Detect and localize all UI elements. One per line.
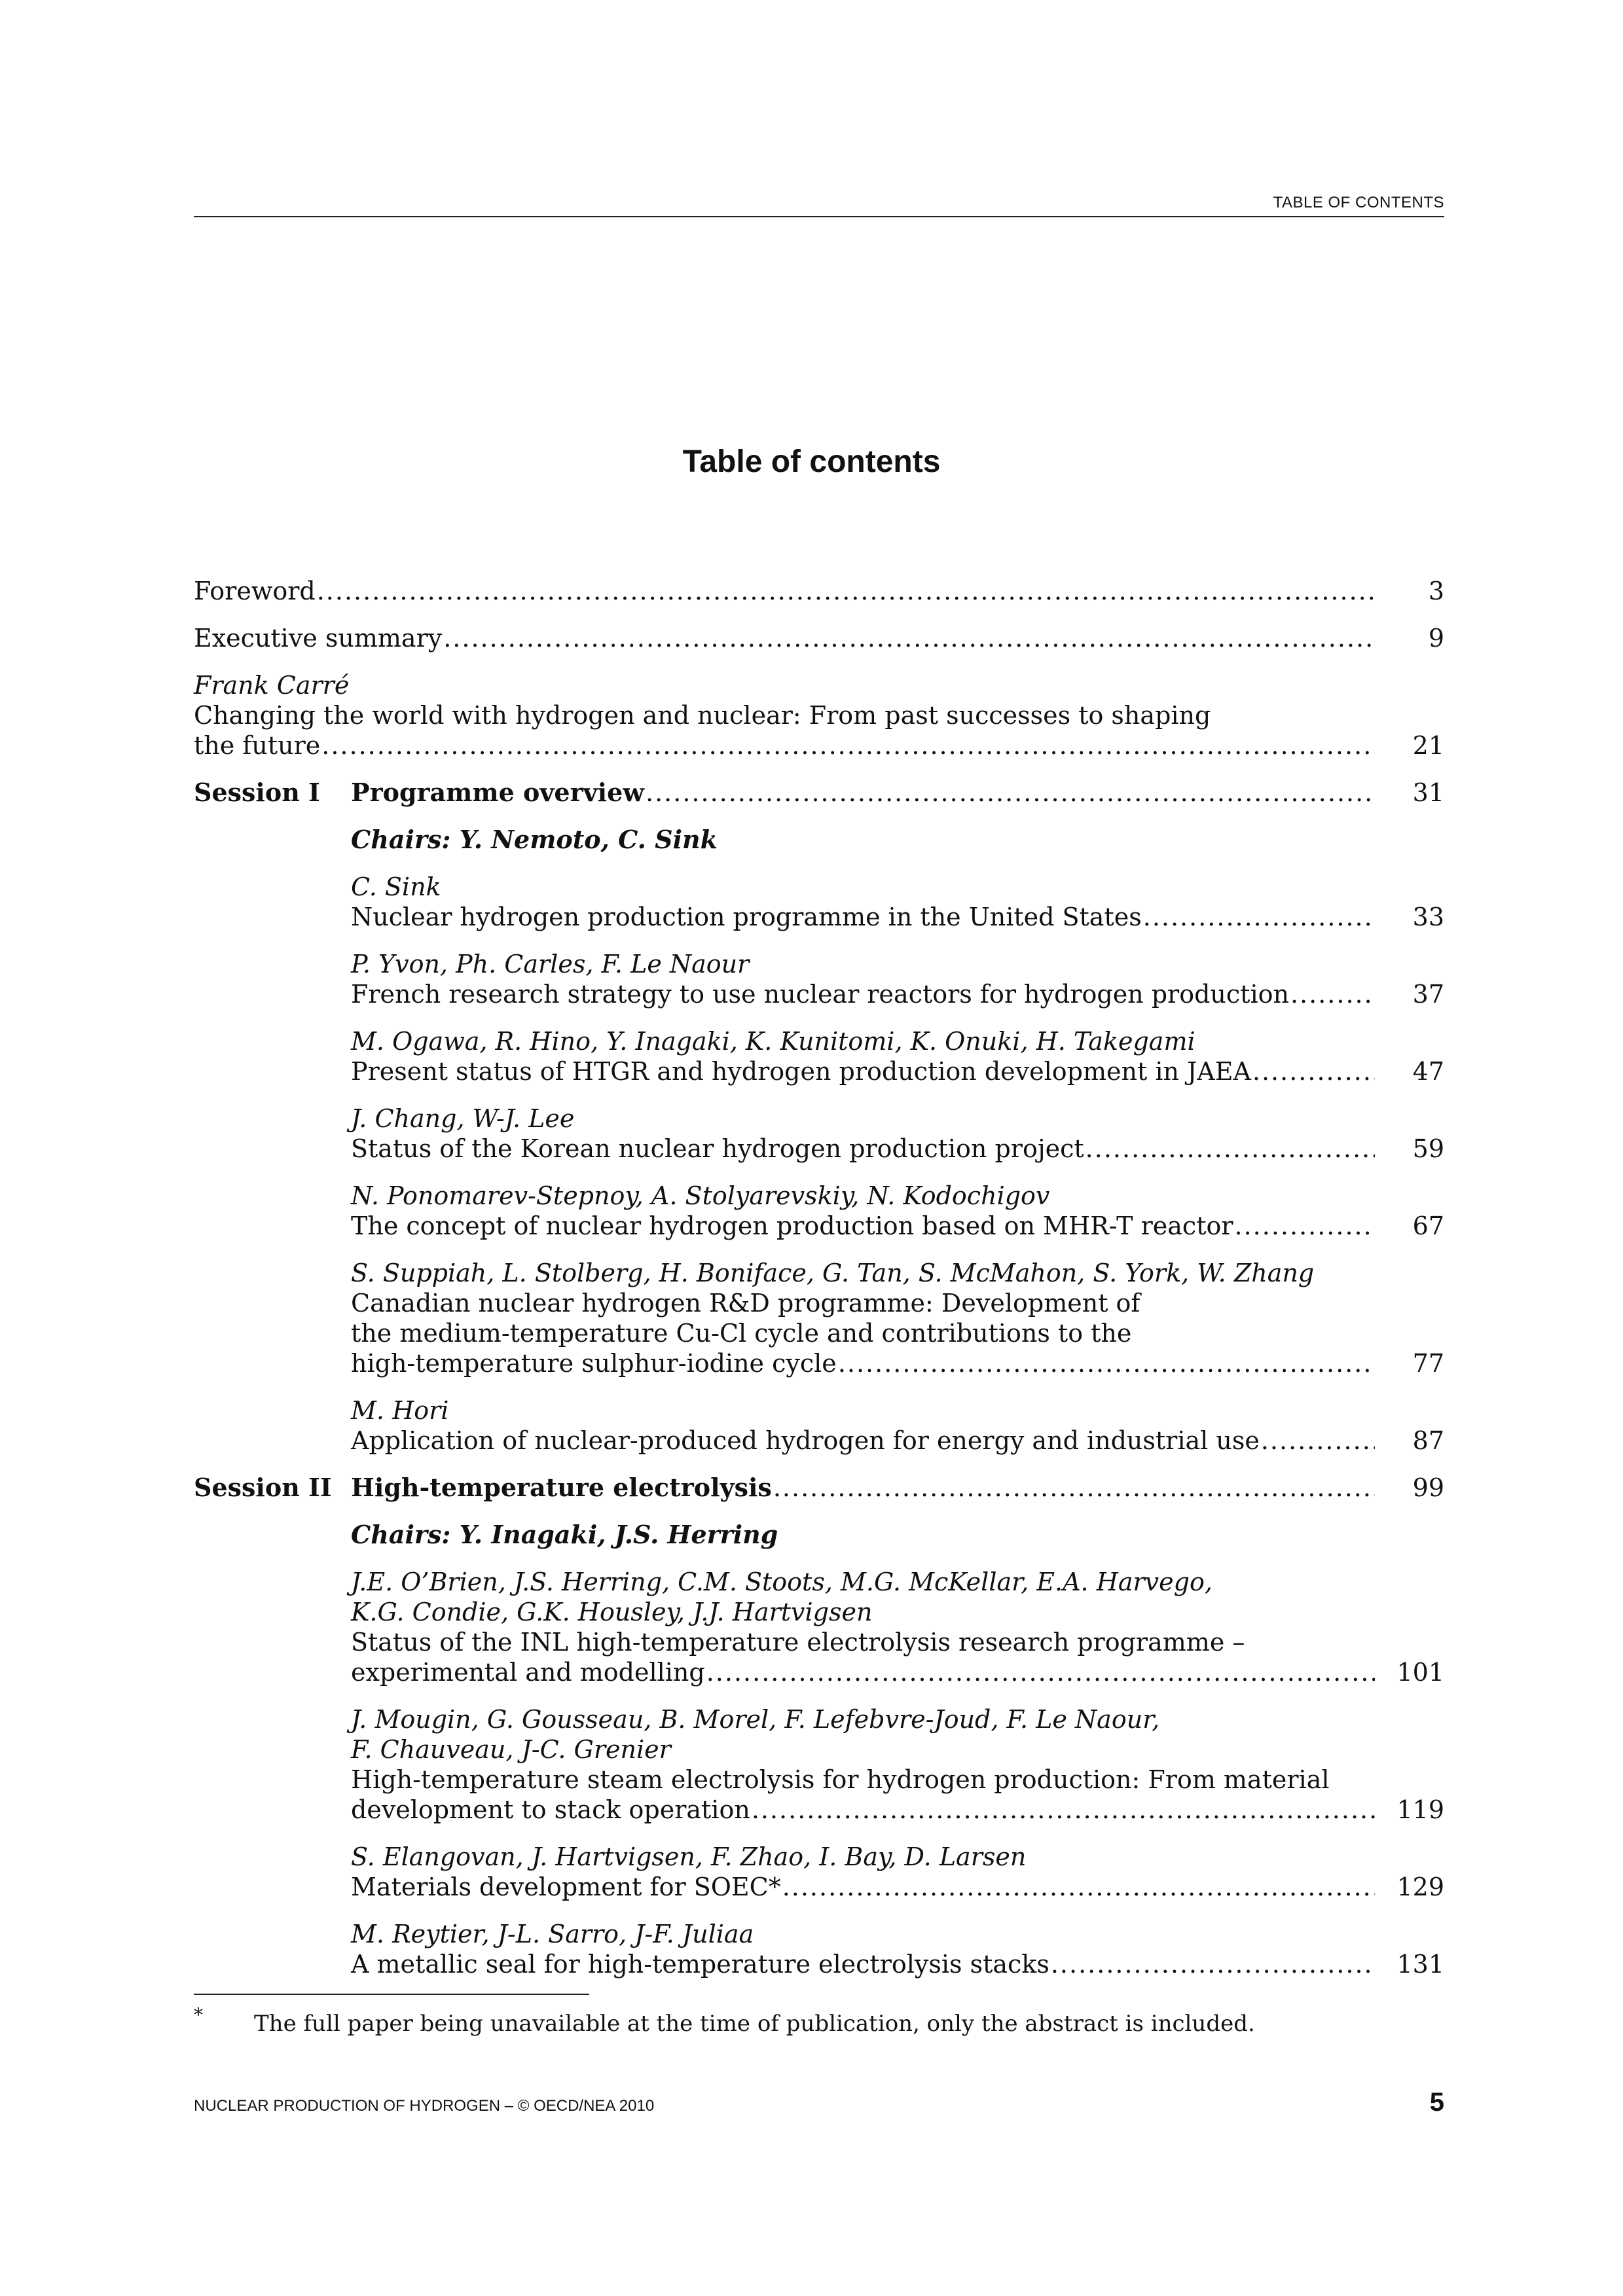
page-number: 3 — [1428, 577, 1444, 605]
toc-entry-foreword[interactable] — [194, 576, 1444, 606]
entry-title: Executive summary — [194, 624, 443, 653]
dot-leader — [1261, 1426, 1375, 1456]
footer-page-number: 5 — [1429, 2088, 1444, 2117]
entry-authors: N. Ponomarev-Stepnoy, A. Stolyarevskiy, N. Kodochigov — [351, 1181, 1050, 1210]
page-number: 67 — [1412, 1211, 1444, 1240]
page-number: 33 — [1412, 903, 1444, 931]
toc-entry-keynote[interactable] — [194, 670, 1444, 761]
toc-entry-paper[interactable] — [351, 1704, 1444, 1825]
dot-leader — [706, 1657, 1375, 1687]
entry-authors: M. Hori — [351, 1396, 449, 1425]
session-2-papers — [351, 1520, 1444, 1979]
session-1-header[interactable] — [194, 778, 1444, 808]
dot-leader — [1290, 979, 1375, 1009]
session-2-header[interactable] — [194, 1473, 1444, 1503]
running-header: TABLE OF CONTENTS — [1273, 194, 1444, 211]
page-number: 77 — [1412, 1349, 1444, 1378]
entry-title: Materials development for SOEC* — [351, 1873, 781, 1901]
session-chairs: Chairs: Y. Inagaki, J.S. Herring — [351, 1520, 778, 1549]
entry-authors: K.G. Condie, G.K. Housley, J.J. Hartvigsen — [351, 1598, 873, 1626]
dot-leader — [1252, 1056, 1375, 1086]
entry-title-line: the future — [194, 731, 321, 760]
entry-title: Present status of HTGR and hydrogen production development in JAEA — [351, 1057, 1251, 1086]
dot-leader — [1143, 902, 1375, 932]
footnote — [194, 2004, 1255, 2037]
entry-title: Foreword — [194, 577, 316, 605]
table-of-contents — [194, 576, 1444, 1996]
entry-title-line: Status of the INL high-temperature electrolysis research programme – — [351, 1628, 1245, 1657]
toc-entry-paper[interactable] — [351, 949, 1444, 1009]
entry-authors: J. Mougin, G. Gousseau, B. Morel, F. Lefebvre-Joud, F. Le Naour, — [351, 1705, 1160, 1734]
footnote-mark: * — [194, 2004, 203, 2026]
dot-leader — [838, 1348, 1375, 1378]
toc-entry-paper[interactable] — [351, 1919, 1444, 1979]
entry-title-line: the medium-temperature Cu-Cl cycle and contributions to the — [351, 1319, 1132, 1348]
dot-leader — [317, 576, 1375, 606]
entry-authors: Frank Carré — [194, 671, 350, 700]
page-number: 129 — [1396, 1873, 1444, 1901]
entry-authors: S. Elangovan, J. Hartvigsen, F. Zhao, I. Bay, D. Larsen — [351, 1842, 1027, 1871]
entry-authors: P. Yvon, Ph. Carles, F. Le Naour — [351, 950, 750, 978]
entry-authors: M. Ogawa, R. Hino, Y. Inagaki, K. Kunitomi, K. Onuki, H. Takegami — [351, 1027, 1195, 1056]
page-number: 101 — [1396, 1658, 1444, 1687]
entry-title: A metallic seal for high-temperature electrolysis stacks — [351, 1950, 1049, 1979]
toc-entry-paper[interactable] — [351, 1181, 1444, 1241]
dot-leader — [773, 1473, 1375, 1503]
page-number: 37 — [1412, 980, 1444, 1009]
entry-title-line: Changing the world with hydrogen and nuclear: From past successes to shaping — [194, 701, 1211, 730]
page-number: 31 — [1412, 778, 1444, 807]
entry-authors: C. Sink — [351, 872, 441, 901]
page-number: 131 — [1396, 1950, 1444, 1979]
entry-title: The concept of nuclear hydrogen production based on MHR-T reactor — [351, 1211, 1233, 1240]
toc-entry-paper[interactable] — [351, 1026, 1444, 1086]
dot-leader — [752, 1795, 1375, 1825]
entry-title-line: development to stack operation — [351, 1795, 750, 1824]
page-number: 9 — [1428, 624, 1444, 653]
dot-leader — [1235, 1211, 1375, 1241]
page-number: 87 — [1412, 1426, 1444, 1455]
dot-leader — [321, 730, 1375, 761]
toc-entry-paper[interactable] — [351, 1567, 1444, 1687]
session-title: High-temperature electrolysis — [351, 1473, 772, 1502]
dot-leader — [1085, 1134, 1375, 1164]
footer-publication: NUCLEAR PRODUCTION OF HYDROGEN – © OECD/NEA 2010 — [194, 2097, 655, 2115]
entry-authors: J.E. O’Brien, J.S. Herring, C.M. Stoots, M.G. McKellar, E.A. Harvego, — [351, 1568, 1213, 1596]
page-number: 59 — [1412, 1134, 1444, 1163]
page-number: 47 — [1412, 1057, 1444, 1086]
toc-entry-paper[interactable] — [351, 1842, 1444, 1902]
session-label: Session II — [194, 1473, 332, 1502]
toc-entry-paper[interactable] — [351, 1258, 1444, 1378]
footnote-text: The full paper being unavailable at the time of publication, only the abstract is included. — [254, 2011, 1255, 2037]
entry-authors: J. Chang, W-J. Lee — [351, 1104, 575, 1133]
entry-title: Status of the Korean nuclear hydrogen production project — [351, 1134, 1084, 1163]
entry-title-line: experimental and modelling — [351, 1658, 705, 1687]
toc-entry-paper[interactable] — [351, 1103, 1444, 1164]
page-title: Table of contents — [682, 444, 941, 479]
dot-leader — [1051, 1949, 1375, 1979]
session-chairs: Chairs: Y. Nemoto, C. Sink — [351, 825, 718, 854]
dot-leader — [646, 778, 1375, 808]
entry-title-line: high-temperature sulphur-iodine cycle — [351, 1349, 837, 1378]
session-1-papers — [351, 825, 1444, 1456]
page-number: 99 — [1412, 1473, 1444, 1502]
session-label: Session I — [194, 778, 320, 807]
entry-title-line: High-temperature steam electrolysis for hydrogen production: From material — [351, 1765, 1330, 1794]
dot-leader — [443, 623, 1375, 653]
entry-authors: S. Suppiah, L. Stolberg, H. Boniface, G. Tan, S. McMahon, S. York, W. Zhang — [351, 1259, 1315, 1287]
entry-title: Application of nuclear-produced hydrogen for energy and industrial use — [351, 1426, 1260, 1455]
toc-entry-paper[interactable] — [351, 872, 1444, 932]
entry-title: French research strategy to use nuclear reactors for hydrogen production — [351, 980, 1289, 1009]
entry-title-line: Canadian nuclear hydrogen R&D programme: Development of — [351, 1289, 1140, 1318]
page-number: 119 — [1396, 1795, 1444, 1824]
entry-title: Nuclear hydrogen production programme in the United States — [351, 903, 1142, 931]
toc-entry-paper[interactable] — [351, 1395, 1444, 1456]
footnote-rule — [194, 1994, 589, 1995]
entry-authors: F. Chauveau, J-C. Grenier — [351, 1735, 671, 1764]
page-number: 21 — [1412, 731, 1444, 760]
header-rule — [194, 216, 1444, 217]
entry-authors: M. Reytier, J-L. Sarro, J-F. Juliaa — [351, 1920, 754, 1948]
toc-entry-executive-summary[interactable] — [194, 623, 1444, 653]
session-title: Programme overview — [351, 778, 645, 807]
dot-leader — [782, 1872, 1375, 1902]
